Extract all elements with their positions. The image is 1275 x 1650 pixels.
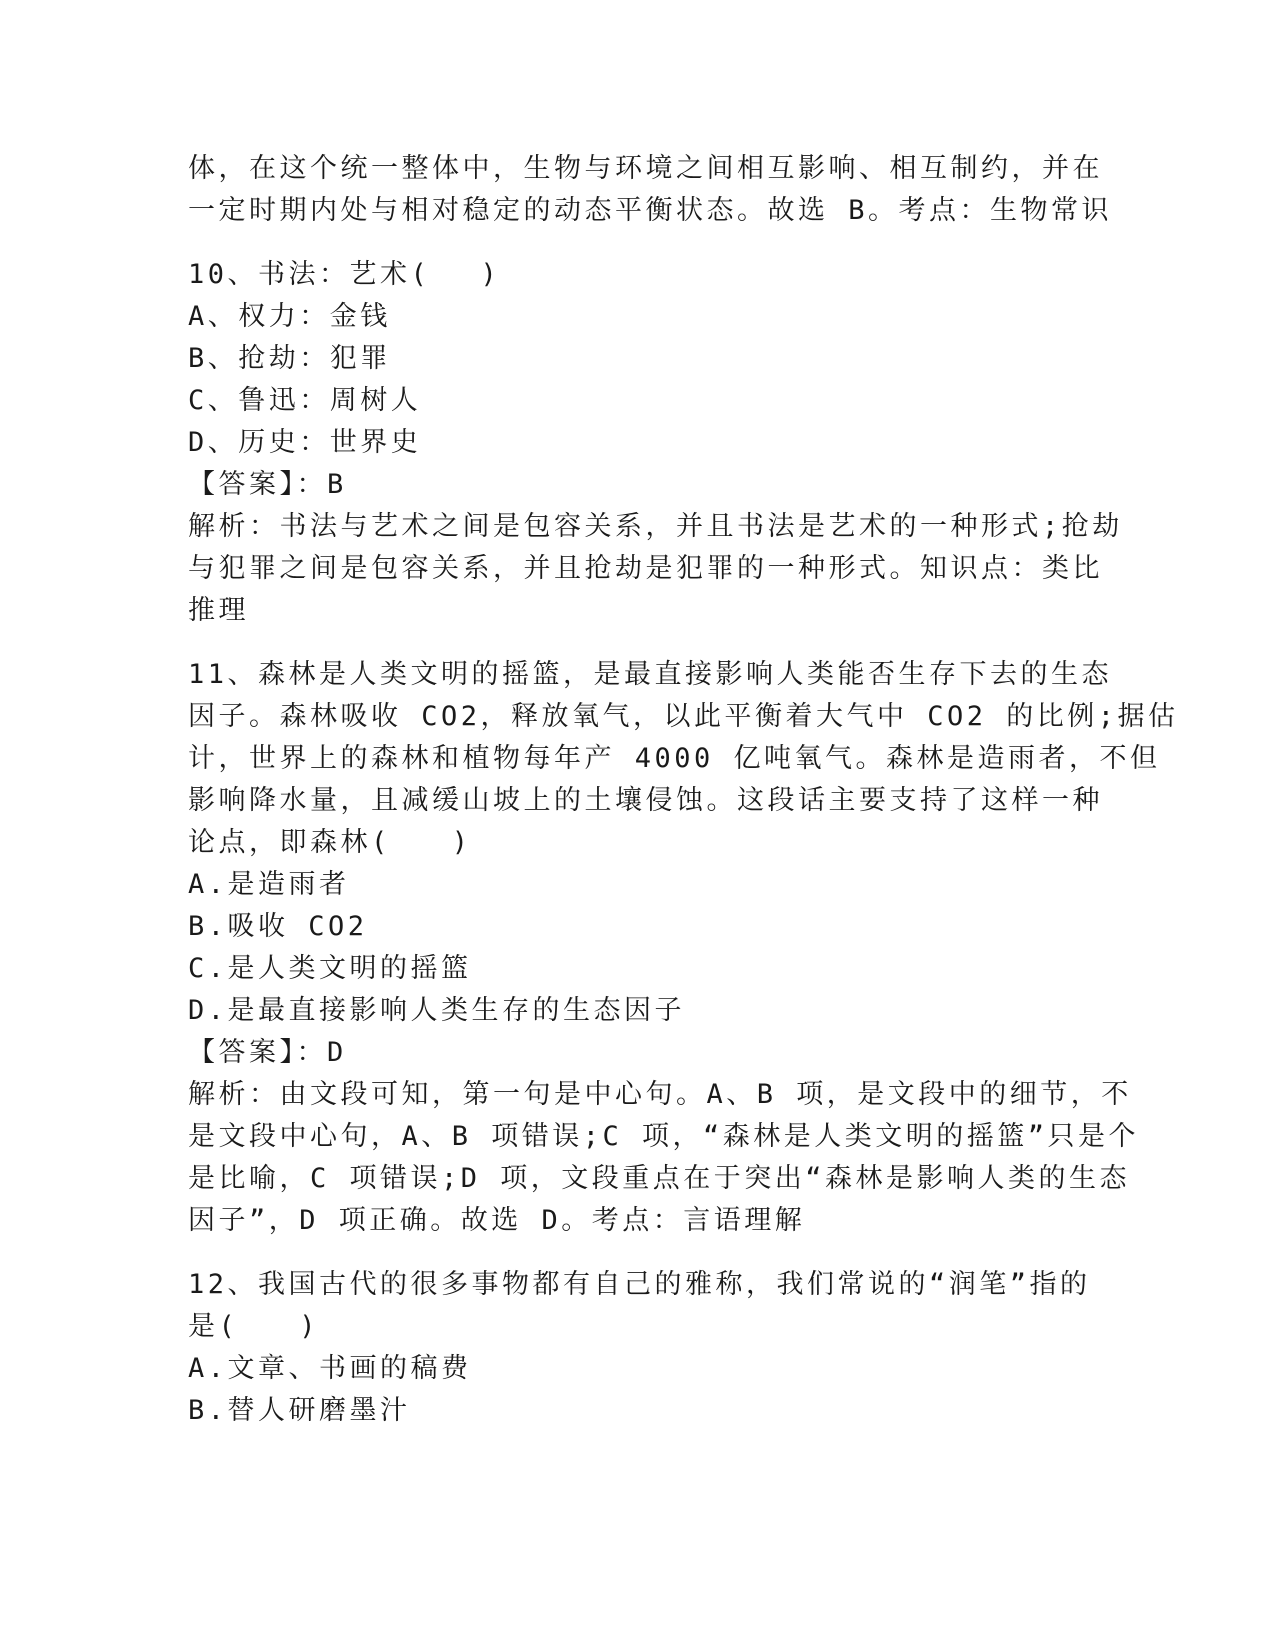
- option-c: C.是人类文明的摇篮: [188, 953, 472, 984]
- page-content: [188, 148, 1179, 1454]
- option-c: C、鲁迅：周树人: [188, 385, 422, 416]
- analysis-line: 是比喻，C 项错误;D 项，文段重点在于突出“森林是影响人类的生态: [188, 1163, 1131, 1194]
- question-11: [188, 654, 1179, 1242]
- option-b: B、抢劫：犯罪: [188, 343, 391, 374]
- text-line: 体，在这个统一整体中，生物与环境之间相互影响、相互制约，并在: [188, 153, 1103, 184]
- analysis-line: 解析：书法与艺术之间是包容关系，并且书法是艺术的一种形式;抢劫: [188, 511, 1123, 542]
- question-stem: 是( ): [188, 1311, 320, 1342]
- analysis-line: 解析：由文段可知，第一句是中心句。A、B 项，是文段中的细节，不: [188, 1079, 1132, 1110]
- text-line: 一定时期内处与相对稳定的动态平衡状态。故选 B。考点：生物常识: [188, 195, 1113, 226]
- option-b: B.替人研磨墨汁: [188, 1395, 411, 1426]
- question-stem: 影响降水量，且减缓山坡上的土壤侵蚀。这段话主要支持了这样一种: [188, 785, 1103, 816]
- question-stem: 论点，即森林( ): [188, 827, 472, 858]
- answer-line: 【答案】：D: [188, 1037, 347, 1068]
- question-stem: 因子。森林吸收 CO2，释放氧气，以此平衡着大气中 CO2 的比例;据估: [188, 701, 1179, 732]
- option-b: B.吸收 CO2: [188, 911, 368, 942]
- option-d: D.是最直接影响人类生存的生态因子: [188, 995, 686, 1026]
- question-stem: 10、书法：艺术( ): [188, 259, 501, 290]
- option-d: D、历史：世界史: [188, 427, 422, 458]
- analysis-line: 是文段中心句，A、B 项错误;C 项，“森林是人类文明的摇篮”只是个: [188, 1121, 1140, 1152]
- question-stem: 12、我国古代的很多事物都有自己的雅称，我们常说的“润笔”指的: [188, 1269, 1091, 1300]
- analysis-line: 推理: [188, 595, 249, 626]
- option-a: A、权力：金钱: [188, 301, 391, 332]
- question-stem: 11、森林是人类文明的摇篮，是最直接影响人类能否生存下去的生态: [188, 659, 1113, 690]
- question-stem: 计，世界上的森林和植物每年产 4000 亿吨氧气。森林是造雨者，不但: [188, 743, 1161, 774]
- option-a: A.文章、书画的稿费: [188, 1353, 472, 1384]
- answer-line: 【答案】：B: [188, 469, 347, 500]
- option-a: A.是造雨者: [188, 869, 350, 900]
- previous-analysis-continuation: [188, 148, 1113, 232]
- question-10: [188, 254, 1123, 632]
- analysis-line: 因子”，D 项正确。故选 D。考点：言语理解: [188, 1205, 806, 1236]
- question-12: [188, 1264, 1091, 1432]
- analysis-line: 与犯罪之间是包容关系，并且抢劫是犯罪的一种形式。知识点：类比: [188, 553, 1103, 584]
